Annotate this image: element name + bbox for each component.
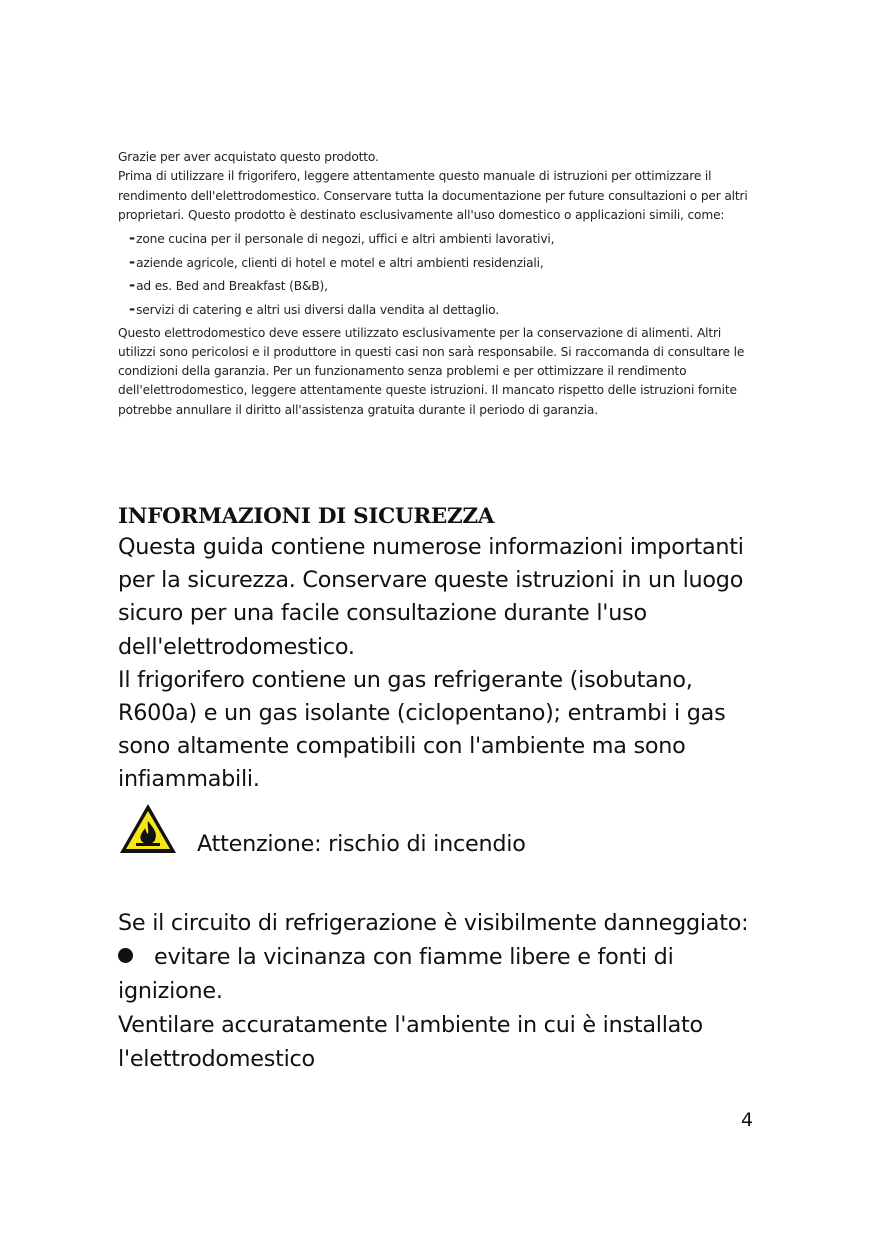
list-item: -ad es. Bed and Breakfast (B&B), [129, 276, 328, 295]
dash-bullet: - [129, 276, 136, 295]
safety-body [118, 531, 768, 797]
dash-bullet: - [129, 299, 136, 318]
fire-warning [118, 802, 758, 858]
safety-paragraph: Questa guida contiene numerose informazioni importanti per la sicurezza. Conservare queste istruzioni in un luogo sicuro per una facile consultazione durante l'uso dell'elettrodomestico. [118, 534, 744, 660]
page-number: 4 [741, 1109, 754, 1131]
intro-section [118, 148, 758, 420]
dash-bullet: - [129, 229, 136, 248]
list-item: -aziende agricole, clienti di hotel e motel e altri ambienti residenziali, [129, 252, 544, 271]
flammable-warning-icon [118, 802, 178, 856]
section-title: INFORMAZIONI DI SICUREZZA [118, 504, 495, 529]
intro-closing: Questo elettrodomestico deve essere utilizzato esclusivamente per la conservazione di alimenti. Altri utilizzi sono pericolosi e il produttore in questi casi non sarà responsabile. Si raccomanda di consultare le condizioni della garanzia. Per un funzionamento senza problemi e per ottimizzare il rendimento dell'elettrodomestico, leggere attentamente queste istruzioni. Il mancato rispetto delle istruzioni fornite potrebbe annullare il diritto all'assistenza gratuita durante il periodo di garanzia. [118, 325, 745, 417]
damage-intro: Se il circuito di refrigerazione è visibilmente danneggiato: [118, 910, 749, 936]
damage-bullet: evitare la vicinanza con fiamme libere e fonti di ignizione. [118, 944, 674, 1004]
gas-paragraph: Il frigorifero contiene un gas refrigerante (isobutano, R600a) e un gas isolante (ciclopentano); entrambi i gas sono altamente compatibili con l'ambiente ma sono infiammabili. [118, 666, 726, 793]
dash-bullet: - [129, 252, 136, 271]
usage-list [118, 227, 758, 321]
ventilation-note: Ventilare accuratamente l'ambiente in cui è installato l'elettrodomestico [118, 1012, 703, 1072]
damage-section [118, 906, 778, 1076]
intro-instructions: Prima di utilizzare il frigorifero, leggere attentamente questo manuale di istruzioni per ottimizzare il rendimento dell'elettrodomestico. Conservare tutta la documentazione per future consultazioni o per altri proprietari. Questo prodotto è destinato esclusivamente all'uso domestico o applicazioni simili, come: [118, 169, 748, 222]
list-item: -zone cucina per il personale di negozi, uffici e altri ambienti lavorativi, [129, 229, 555, 248]
list-item: -servizi di catering e altri usi diversi dalla vendita al dettaglio. [129, 299, 499, 318]
intro-thanks: Grazie per aver acquistato questo prodotto. [118, 150, 379, 164]
warning-label: Attenzione: rischio di incendio [197, 831, 526, 857]
bullet-dot-icon [118, 948, 133, 963]
